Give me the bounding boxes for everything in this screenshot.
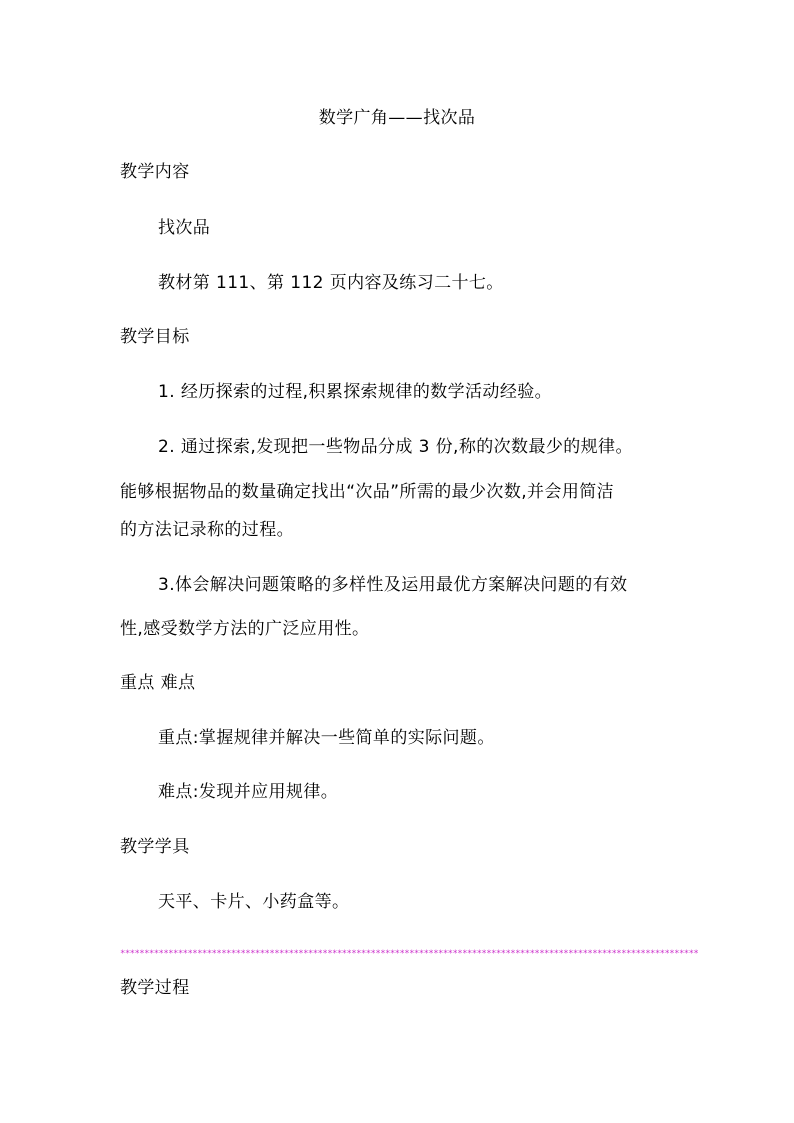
section-heading-key-points: 重点 难点 bbox=[120, 673, 196, 693]
content-line: 找次品 bbox=[158, 218, 211, 238]
goal-1: 1. 经历探索的过程,积累探索规律的数学活动经验。 bbox=[158, 382, 553, 402]
key-point-line: 难点:发现并应用规律。 bbox=[158, 782, 339, 802]
key-point-line: 重点:掌握规律并解决一些简单的实际问题。 bbox=[158, 728, 495, 748]
content-line: 教材第 111、第 112 页内容及练习二十七。 bbox=[158, 273, 504, 293]
section-heading-process: 教学过程 bbox=[120, 978, 190, 998]
asterisk-divider: ************************************************************************************************************************ bbox=[120, 949, 699, 959]
goal-2-line: 2. 通过探索,发现把一些物品分成 3 份,称的次数最少的规律。 bbox=[158, 437, 633, 457]
goal-2-line: 能够根据物品的数量确定找出“次品”所需的最少次数,并会用简洁 bbox=[120, 482, 615, 502]
section-heading-goals: 教学目标 bbox=[120, 327, 190, 347]
section-heading-content: 教学内容 bbox=[120, 162, 190, 182]
section-heading-tools: 教学学具 bbox=[120, 837, 190, 857]
goal-2-line: 的方法记录称的过程。 bbox=[120, 520, 294, 540]
tools-line: 天平、卡片、小药盒等。 bbox=[158, 892, 350, 912]
goal-3-line: 性,感受数学方法的广泛应用性。 bbox=[120, 619, 370, 639]
document-title: 数学广角——找次品 bbox=[318, 108, 476, 128]
goal-3-line: 3.体会解决问题策略的多样性及运用最优方案解决问题的有效 bbox=[158, 575, 628, 595]
